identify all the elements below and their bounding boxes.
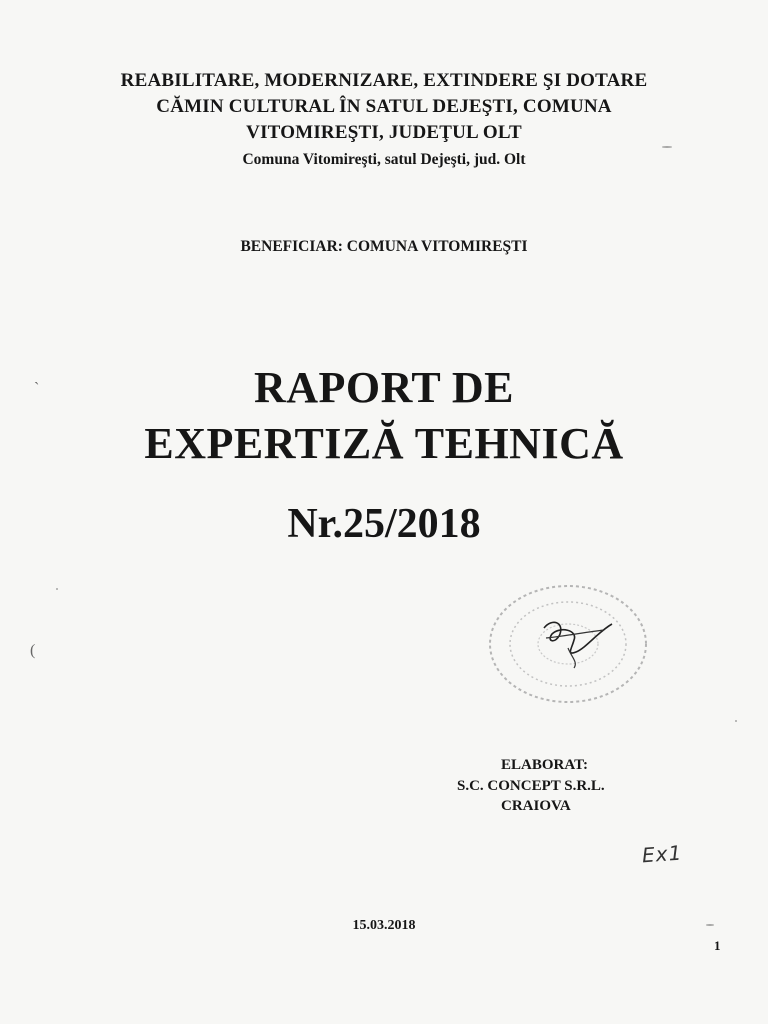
elaborated-label: ELABORAT: [501,757,588,773]
elaborated-company: S.C. CONCEPT S.R.L. [457,778,605,794]
scan-speck [662,146,672,148]
scan-speck [56,588,58,590]
scan-mark: ˎ [34,368,40,385]
scan-speck [735,720,737,722]
report-title-line-1: RAPORT DE [253,363,515,412]
scan-speck [706,924,714,926]
report-number: Nr.25/2018 [287,501,481,547]
beneficiary-line: BENEFICIAR: COMUNA VITOMIREŞTI [240,238,528,255]
document-date: 15.03.2018 [352,918,416,933]
project-title-line-3: VITOMIREŞTI, JUDEŢUL OLT [246,122,522,143]
handwritten-note: Ex1 [641,840,683,868]
project-title-line-2: CĂMIN CULTURAL ÎN SATUL DEJEŞTI, COMUNA [156,96,612,117]
report-title-line-2: EXPERTIZĂ TEHNICĂ [144,419,624,468]
stamp-with-signature [486,578,656,708]
scan-mark: ( [30,642,36,659]
project-title-line-1: REABILITARE, MODERNIZARE, EXTINDERE ŞI DOTARE [120,70,648,91]
project-location: Comuna Vitomireşti, satul Dejeşti, jud. Olt [242,151,526,168]
elaborated-city: CRAIOVA [501,798,571,814]
page-number: 1 [714,938,721,953]
